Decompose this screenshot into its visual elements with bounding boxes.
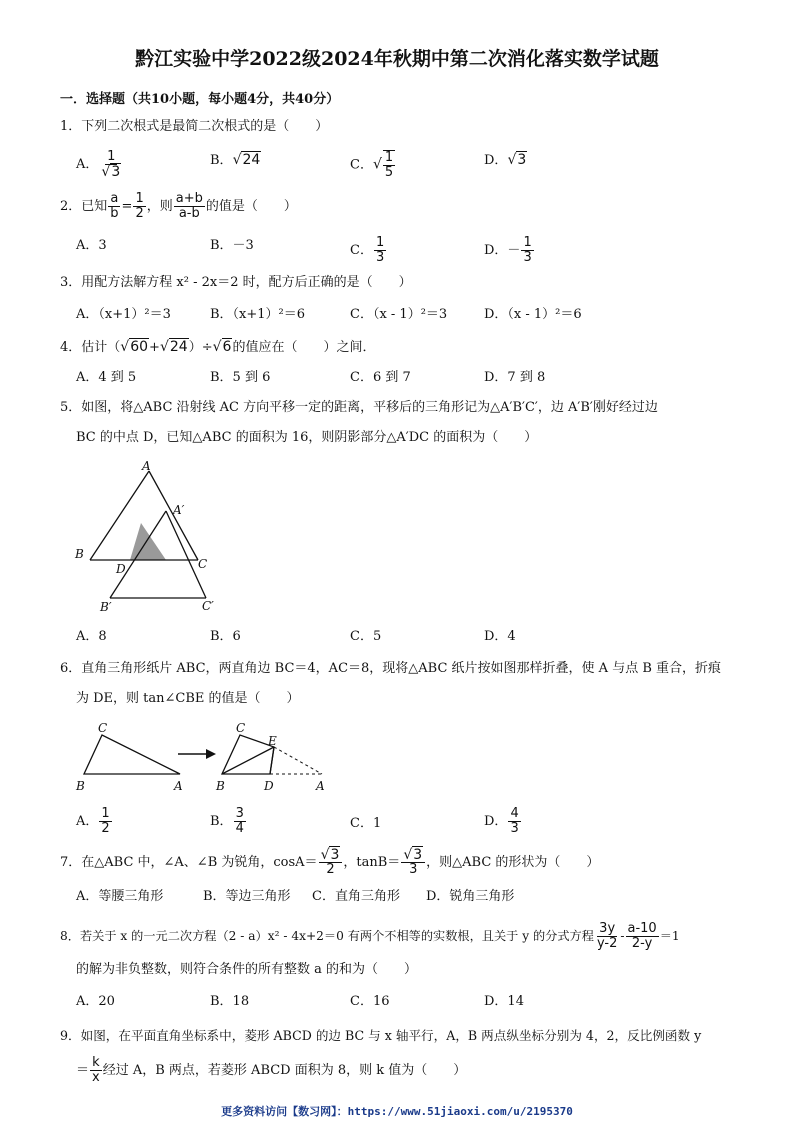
label-B: B — [76, 779, 85, 793]
q5-option-d: D．4 — [484, 629, 516, 644]
q8-option-a: A．20 — [76, 994, 115, 1009]
section-heading: 一．选择题（共10小题，每小题4分，共40分） — [60, 92, 340, 107]
q6-line1: 6．直角三角形纸片 ABC，两直角边 BC＝4，AC＝8，现将△ABC 纸片按如图那样折叠，使 A 与点 B 重合，折痕 — [60, 661, 722, 676]
label-E: E — [268, 734, 277, 748]
q7-option-d: D．锐角三角形 — [426, 889, 515, 904]
q8-option-b: B．18 — [210, 994, 250, 1009]
q5-figure — [70, 458, 240, 618]
q4-option-c: C．6 到 7 — [350, 370, 411, 385]
q1-option-c: C．√ $\frac{1}{5}$ — [350, 150, 394, 180]
q8-option-d: D．14 — [484, 994, 524, 1009]
footer-link[interactable]: 更多资料访问【数习网】：https://www.51jiaoxi.com/u/2195370 — [221, 1105, 573, 1118]
q5-option-b: B．6 — [210, 629, 241, 644]
q1-option-b: B．√24 — [210, 152, 261, 168]
q4-option-b: B．5 到 6 — [210, 370, 271, 385]
shaded-triangle — [130, 523, 166, 560]
q1-stem: 1．下列二次根式是最简二次根式的是（ ） — [60, 119, 329, 134]
q4-stem: 4．估计（√60+√24）÷√6的值应在（ ）之间． — [60, 339, 376, 355]
q5-option-a: A．8 — [76, 629, 107, 644]
q5-line2: BC 的中点 D，已知△ABC 的面积为 16，则阴影部分△A′DC 的面积为（ ） — [76, 430, 538, 445]
page-title: 黔江实验中学2022级2024年秋期中第二次消化落实数学试题 — [135, 48, 659, 70]
q9-line1: 9．如图，在平面直角坐标系中，菱形 ABCD 的边 BC 与 x 轴平行，A，B 两点纵坐标分别为 4，2，反比例函数 y — [60, 1028, 702, 1043]
q6-figure — [70, 718, 370, 798]
arrow-icon — [206, 749, 216, 759]
label-D: D — [116, 562, 126, 576]
q8-line2: 的解为非负整数，则符合条件的所有整数 a 的和为（ ） — [76, 962, 418, 977]
label-A-prime: A′ — [173, 503, 185, 517]
q3-option-c: C．（x - 1）²＝3 — [350, 307, 448, 322]
q5-option-c: C．5 — [350, 629, 382, 644]
q1-option-a: A． $\frac{1}{√3}$ — [76, 149, 121, 180]
q5-line1: 5．如图，将△ABC 沿射线 AC 方向平移一定的距离，平移后的三角形记为△A′B′C′，边 A′B′刚好经过边 — [60, 400, 658, 415]
q6-option-a: A． $\frac{1}{2}$ — [76, 806, 110, 836]
q4-option-a: A．4 到 5 — [76, 370, 137, 385]
q7-option-c: C．直角三角形 — [312, 889, 400, 904]
q3-option-d: D．（x - 1）²＝6 — [484, 307, 582, 322]
label-D: D — [264, 779, 274, 793]
q6-option-c: C．1 — [350, 816, 382, 831]
label-A2: A — [316, 779, 325, 793]
q3-stem: 3．用配方法解方程 x² - 2x＝2 时，配方后正确的是（ ） — [60, 275, 412, 290]
q1-option-d: D．√3 — [484, 152, 527, 168]
q6-option-b: B． $\frac{3}{4}$ — [210, 806, 244, 836]
q6-option-d: D． $\frac{4}{3}$ — [484, 806, 519, 836]
label-C2: C — [236, 721, 246, 735]
label-B: B — [75, 547, 84, 561]
label-B2: B — [216, 779, 225, 793]
q8-option-c: C．16 — [350, 994, 390, 1009]
label-B-prime: B′ — [100, 600, 112, 614]
label-C-prime: C′ — [202, 599, 214, 613]
q2-stem: 2．已知 $\frac{a}{b}$ = $\frac{1}{2}$ ，则 $\frac{a+b}{a-b}$ 的值是（ ） — [60, 191, 297, 221]
label-A: A — [142, 459, 151, 473]
label-C: C — [198, 557, 208, 571]
q7-option-b: B．等边三角形 — [203, 889, 291, 904]
q7-stem: 7．在△ABC 中，∠A、∠B 为锐角，cosA＝ $\frac{√3}{2}$ ，tanB＝ $\frac{√3}{3}$ ，则△ABC 的形状为（ ） — [60, 847, 600, 877]
q3-option-a: A．（x+1）²＝3 — [76, 307, 171, 322]
q2-option-c: C． $\frac{1}{3}$ — [350, 235, 385, 265]
q6-line2: 为 DE，则 tan∠CBE 的值是（ ） — [76, 691, 300, 706]
label-C: C — [98, 721, 108, 735]
label-A: A — [174, 779, 183, 793]
q9-line2: ＝ $\frac{k}{x}$ 经过 A，B 两点，若菱形 ABCD 面积为 8，则 k 值为（ ） — [76, 1055, 467, 1085]
q7-option-a: A．等腰三角形 — [76, 889, 164, 904]
q3-option-b: B．（x+1）²＝6 — [210, 307, 306, 322]
q8-line1: 8．若关于 x 的一元二次方程（2 - a）x² - 4x+2＝0 有两个不相等的实数根，且关于 y 的分式方程 $\frac{3y}{y-2}$ - $\frac{a-10}{2-y}$ ＝1 — [60, 921, 680, 951]
q2-option-a: A．3 — [76, 238, 107, 253]
q2-option-b: B．－3 — [210, 238, 254, 253]
q4-option-d: D．7 到 8 — [484, 370, 546, 385]
q2-option-d: D．－ $\frac{1}{3}$ — [484, 235, 532, 265]
